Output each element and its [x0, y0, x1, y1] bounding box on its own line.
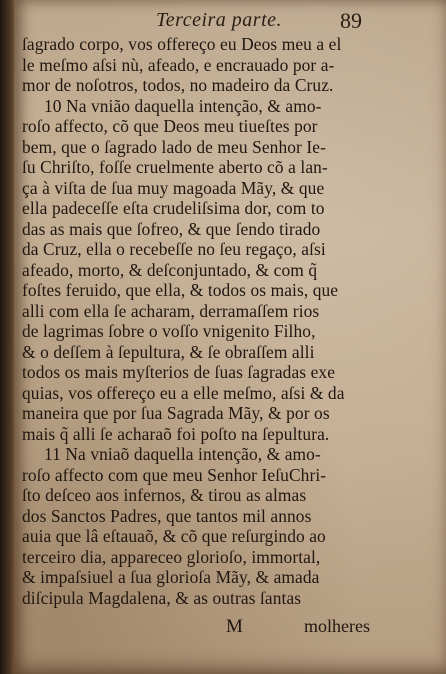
text-line: ſto deſceo aos infernos, & tirou as almas — [22, 485, 307, 505]
text-line: roſo affecto, cõ que Deos meu tiueſtes por — [22, 116, 318, 136]
text-line: dos Sanctos Padres, que tantos mil annos — [22, 505, 312, 526]
text-line: ça à viſta de ſua muy magoada Mãy, & que — [22, 177, 325, 198]
text-line: 11 Na vniaõ daquella intenção, & amo- — [44, 444, 321, 464]
running-title: Terceira parte. — [156, 9, 283, 31]
text-line: bem, que o ſagrado lado de meu Senhor Ie- — [22, 136, 326, 157]
text-line: & impaſsiuel a ſua glorioſa Mãy, & amada — [22, 567, 320, 587]
text-line: da Cruz, ella o recebeſſe no ſeu regaço, aſsi — [22, 239, 326, 259]
text-line: diſcipula Magdalena, & as outras ſantas — [22, 587, 302, 608]
text-line: roſo affecto com que meu Senhor IeſuChri- — [22, 464, 327, 485]
text-line: ſagrado corpo, vos offereço eu Deos meu a el — [22, 34, 342, 54]
text-line: 10 Na vnião daquella intenção, & amo- — [44, 95, 322, 116]
catchword: molheres — [304, 616, 370, 636]
text-line: das as mais que ſofreo, & que ſendo tirado — [22, 218, 321, 239]
body-text — [22, 34, 434, 608]
text-line: afeado, morto, & deſconjuntado, & com q̃ — [22, 259, 318, 280]
text-line: todos os mais myſterios de ſuas ſagradas exe — [22, 362, 336, 382]
text-line: ella padeceſſe eſta crudeliſsima dor, com to — [22, 198, 325, 218]
book-page — [14, 0, 446, 674]
text-line: le meſmo aſsi nù, afeado, e encrauado por a- — [22, 54, 335, 75]
text-line: mais q̃ alli ſe acharaõ foi poſto na ſepultura. — [22, 423, 330, 444]
text-line: foſtes feruido, que ella, & todos os mais, que — [22, 280, 339, 300]
text-line: terceiro dia, appareceo glorioſo, immortal, — [22, 546, 321, 567]
text-line: maneira que por ſua Sagrada Mãy, & por os — [22, 403, 330, 423]
text-line: ſu Chriſto, foſſe cruelmente aberto cõ a lan- — [22, 157, 328, 177]
signature-mark: M — [226, 616, 243, 637]
text-line: quias, vos offereço eu a elle meſmo, aſsi & da — [22, 382, 345, 403]
text-line: auia que lâ eſtauaõ, & cõ que reſurgindo ao — [22, 526, 326, 546]
text-line: de lagrimas ſobre o voſſo vnigenito Filho, — [22, 321, 316, 341]
text-line: alli com ella ſe acharam, derramaſſem rios — [22, 300, 320, 321]
text-line: & o deſſem à ſepultura, & ſe obraſſem alli — [22, 341, 315, 362]
page-number: 89 — [340, 8, 362, 33]
book-gutter — [0, 0, 14, 674]
text-line: mor de noſotros, todos, no madeiro da Cruz. — [22, 75, 334, 95]
running-head — [14, 6, 446, 34]
page-footer — [14, 616, 446, 642]
